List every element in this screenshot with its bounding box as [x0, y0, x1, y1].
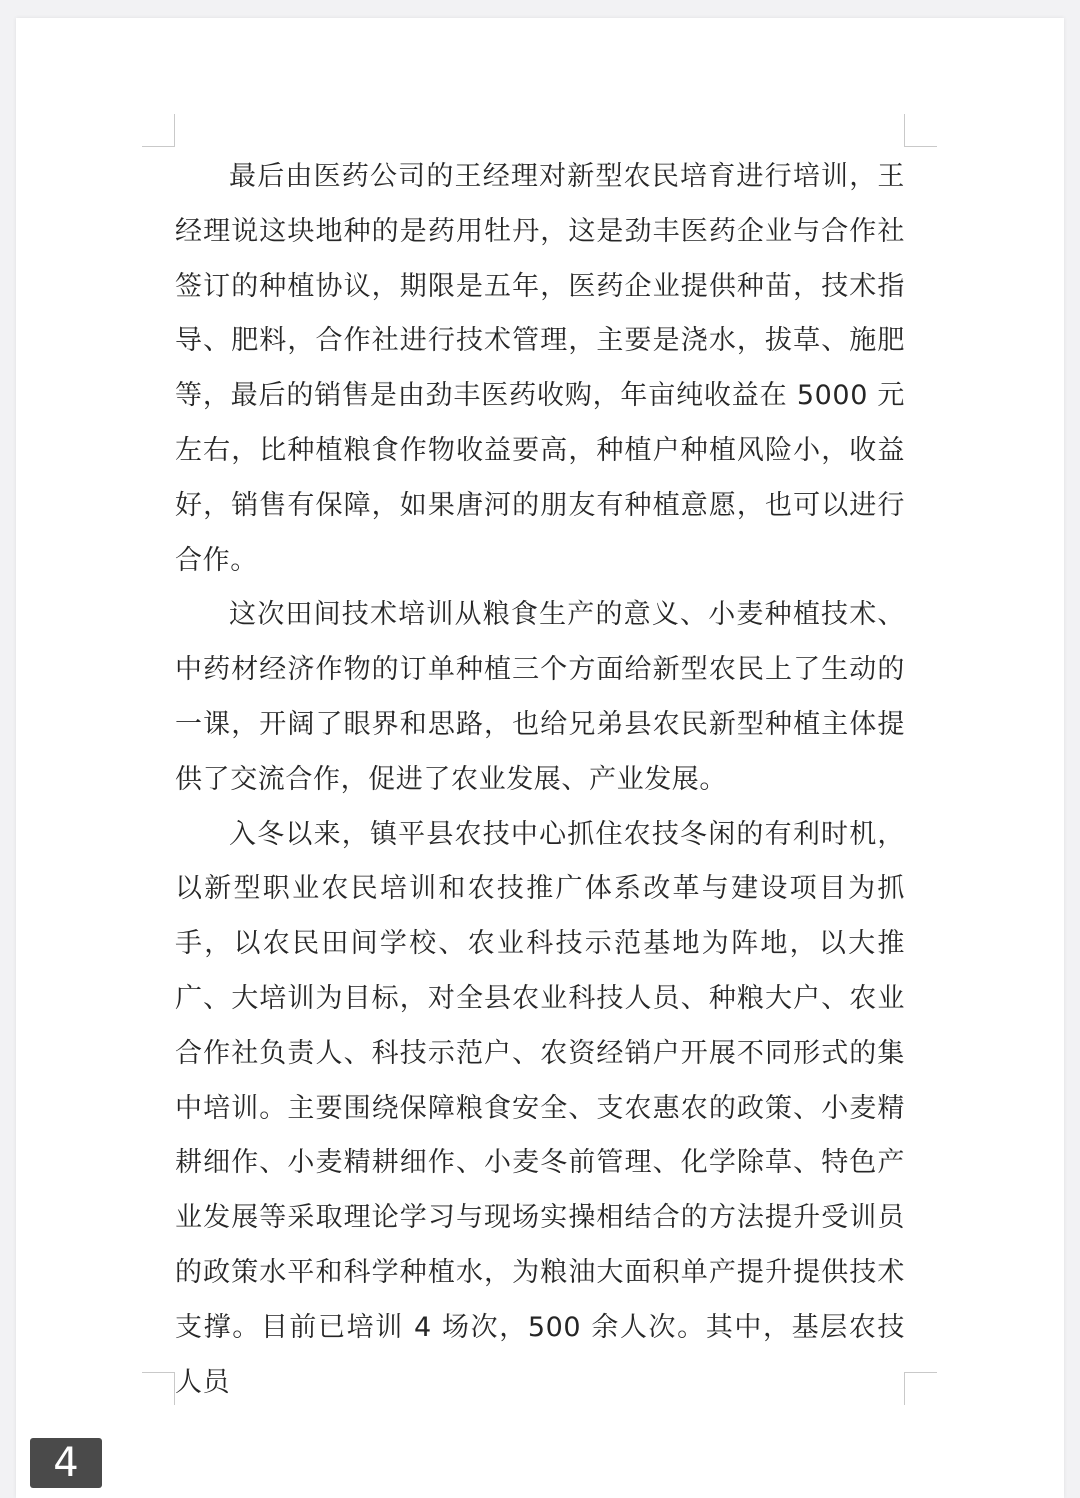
crop-mark-bottom-right [904, 1372, 937, 1405]
crop-mark-top-left [142, 114, 175, 147]
crop-mark-top-right [904, 114, 937, 147]
paragraph-3: 入冬以来，镇平县农技中心抓住农技冬闲的有利时机，以新型职业农民培训和农技推广体系改革与建设项目为抓手，以农民田间学校、农业科技示范基地为阵地，以大推广、大培训为目标，对全县农业科技人员、种粮大户、农业合作社负责人、科技示范户、农资经销户开展不同形式的集中培训。主要围绕保障粮食安全、支农惠农的政策、小麦精耕细作、小麦精耕细作、小麦冬前管理、化学除草、特色产业发展等采取理论学习与现场实操相结合的方法提升受训员的政策水平和科学种植水，为粮油大面积单产提升提供技术支撑。目前已培训 4 场次，500 余人次。其中，基层农技人员 [175, 818, 905, 1398]
document-page [16, 18, 1064, 1498]
page-number-badge: 4 [30, 1438, 102, 1488]
paragraph-2: 这次田间技术培训从粮食生产的意义、小麦种植技术、中药材经济作物的订单种植三个方面给新型农民上了生动的一课，开阔了眼界和思路，也给兄弟县农民新型种植主体提供了交流合作，促进了农业发展、产业发展。 [175, 599, 905, 795]
paragraph-1: 最后由医药公司的王经理对新型农民培育进行培训，王经理说这块地种的是药用牡丹，这是劲丰医药企业与合作社签订的种植协议，期限是五年，医药企业提供种苗，技术指导、肥料，合作社进行技术管理，主要是浇水，拔草、施肥等，最后的销售是由劲丰医药收购，年亩纯收益在 5000 元左右，比种植粮食作物收益要高，种植户种植风险小，收益好，销售有保障，如果唐河的朋友有种植意愿，也可以进行合作。 [175, 161, 905, 576]
document-body [175, 150, 905, 1410]
crop-mark-bottom-left [142, 1372, 175, 1405]
